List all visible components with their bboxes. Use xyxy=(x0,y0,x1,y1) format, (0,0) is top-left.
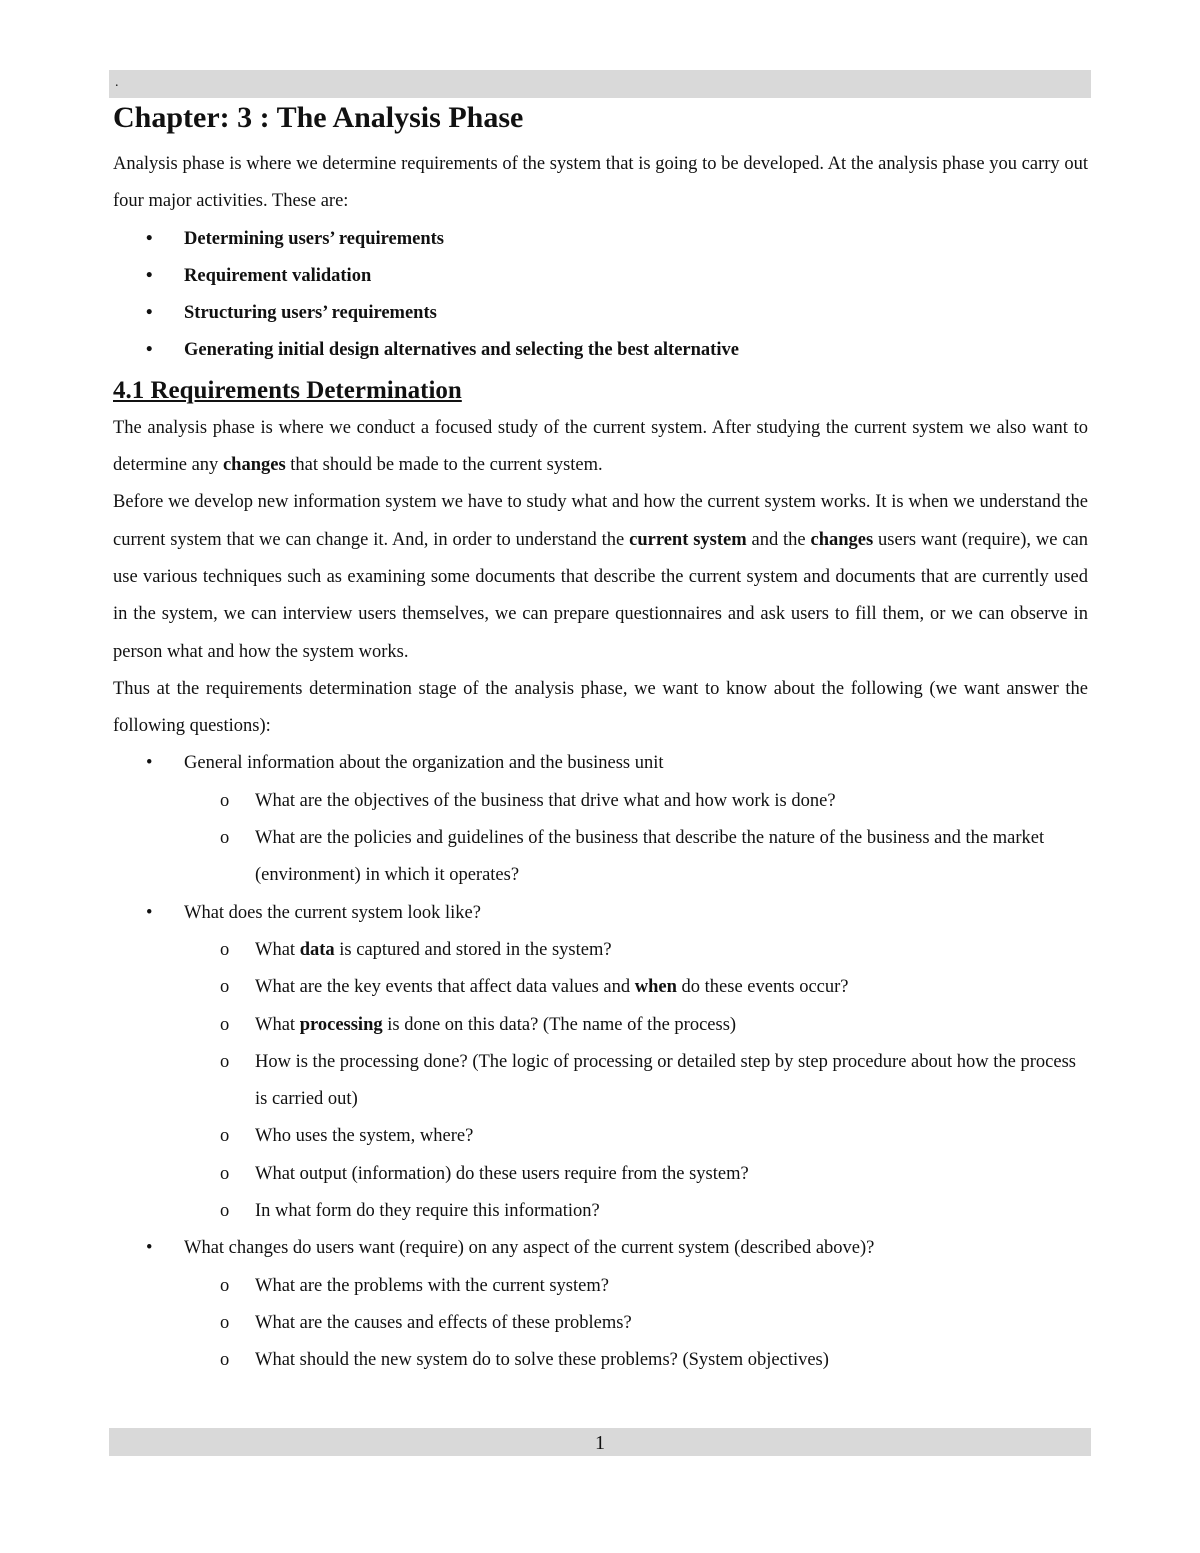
circle-bullet-icon: o xyxy=(220,1201,230,1222)
section-heading: 4.1 Requirements Determination xyxy=(113,376,462,404)
sub-question-item: o What data is captured and stored in the system? xyxy=(113,932,1088,969)
bullet-icon: • xyxy=(146,303,153,324)
activity-item: • Requirement validation xyxy=(113,258,1088,295)
sub-question-item: o What processing is done on this data? (The name of the process) xyxy=(113,1007,1088,1044)
sub-question-item: o What are the objectives of the business that drive what and how work is done? xyxy=(113,783,1088,820)
header-mark: . xyxy=(115,75,119,90)
intro-paragraph: Analysis phase is where we determine requirements of the system that is going to be developed. At the analysis phase you carry out four major activities. These are: xyxy=(113,154,1088,212)
activities-list xyxy=(113,221,1088,370)
sub-question-item: o What are the causes and effects of these problems? xyxy=(113,1305,1088,1342)
paragraph-2: Before we develop new information system we have to study what and how the current system works. It is when we understand the current system that we can change it. And, in order to understand the current system and the changes users want (require), we can use various techniques such as examining some documents that describe the current system and documents that are currently used in the system, we can interview users themselves, we can prepare questionnaires and ask users to fill them, or we can observe in person what and how the system works. xyxy=(113,492,1088,662)
circle-bullet-icon: o xyxy=(220,1163,230,1184)
bullet-icon: • xyxy=(146,902,153,923)
sub-question-item: o What are the problems with the current system? xyxy=(113,1268,1088,1305)
sub-question-item: o What are the policies and guidelines of the business that describe the nature of the business and the market (environment) in which it operates? xyxy=(113,820,1088,895)
sub-question-item: o What output (information) do these users require from the system? xyxy=(113,1156,1088,1193)
bullet-icon: • xyxy=(146,340,153,361)
circle-bullet-icon: o xyxy=(220,939,230,960)
paragraph-1: The analysis phase is where we conduct a focused study of the current system. After studying the current system we also want to determine any changes that should be made to the current system. xyxy=(113,417,1088,476)
question-item: • What changes do users want (require) on any aspect of the current system (described above)? xyxy=(113,1230,1088,1267)
circle-bullet-icon: o xyxy=(220,1126,230,1147)
activity-item: • Generating initial design alternatives and selecting the best alternative xyxy=(113,332,1088,369)
page-number: 1 xyxy=(595,1432,605,1454)
activity-item: • Structuring users’ requirements xyxy=(113,295,1088,332)
bullet-icon: • xyxy=(146,228,153,249)
circle-bullet-icon: o xyxy=(220,790,230,811)
document-body xyxy=(113,100,1088,1380)
questions-list xyxy=(113,745,1088,1379)
circle-bullet-icon: o xyxy=(220,1350,230,1371)
sub-question-item: o How is the processing done? (The logic of processing or detailed step by step procedure about how the process is carried out) xyxy=(113,1044,1088,1119)
circle-bullet-icon: o xyxy=(220,977,230,998)
circle-bullet-icon: o xyxy=(220,1312,230,1333)
sub-question-item: o In what form do they require this information? xyxy=(113,1193,1088,1230)
circle-bullet-icon: o xyxy=(220,1014,230,1035)
question-item: • What does the current system look like? xyxy=(113,895,1088,932)
question-item: • General information about the organization and the business unit xyxy=(113,745,1088,782)
bullet-icon: • xyxy=(146,265,153,286)
circle-bullet-icon: o xyxy=(220,1275,230,1296)
circle-bullet-icon: o xyxy=(220,1051,230,1072)
sub-question-item: o What should the new system do to solve these problems? (System objectives) xyxy=(113,1342,1088,1379)
bullet-icon: • xyxy=(146,753,153,774)
bullet-icon: • xyxy=(146,1238,153,1259)
paragraph-3: Thus at the requirements determination stage of the analysis phase, we want to know about the following (we want answer the following questions): xyxy=(113,678,1088,737)
sub-question-item: o Who uses the system, where? xyxy=(113,1118,1088,1155)
page-header-bar xyxy=(109,70,1091,98)
chapter-title: Chapter: 3 : The Analysis Phase xyxy=(113,101,524,134)
activity-item: • Determining users’ requirements xyxy=(113,221,1088,258)
page-footer-bar xyxy=(109,1428,1091,1456)
sub-question-item: o What are the key events that affect data values and when do these events occur? xyxy=(113,969,1088,1006)
circle-bullet-icon: o xyxy=(220,828,230,849)
